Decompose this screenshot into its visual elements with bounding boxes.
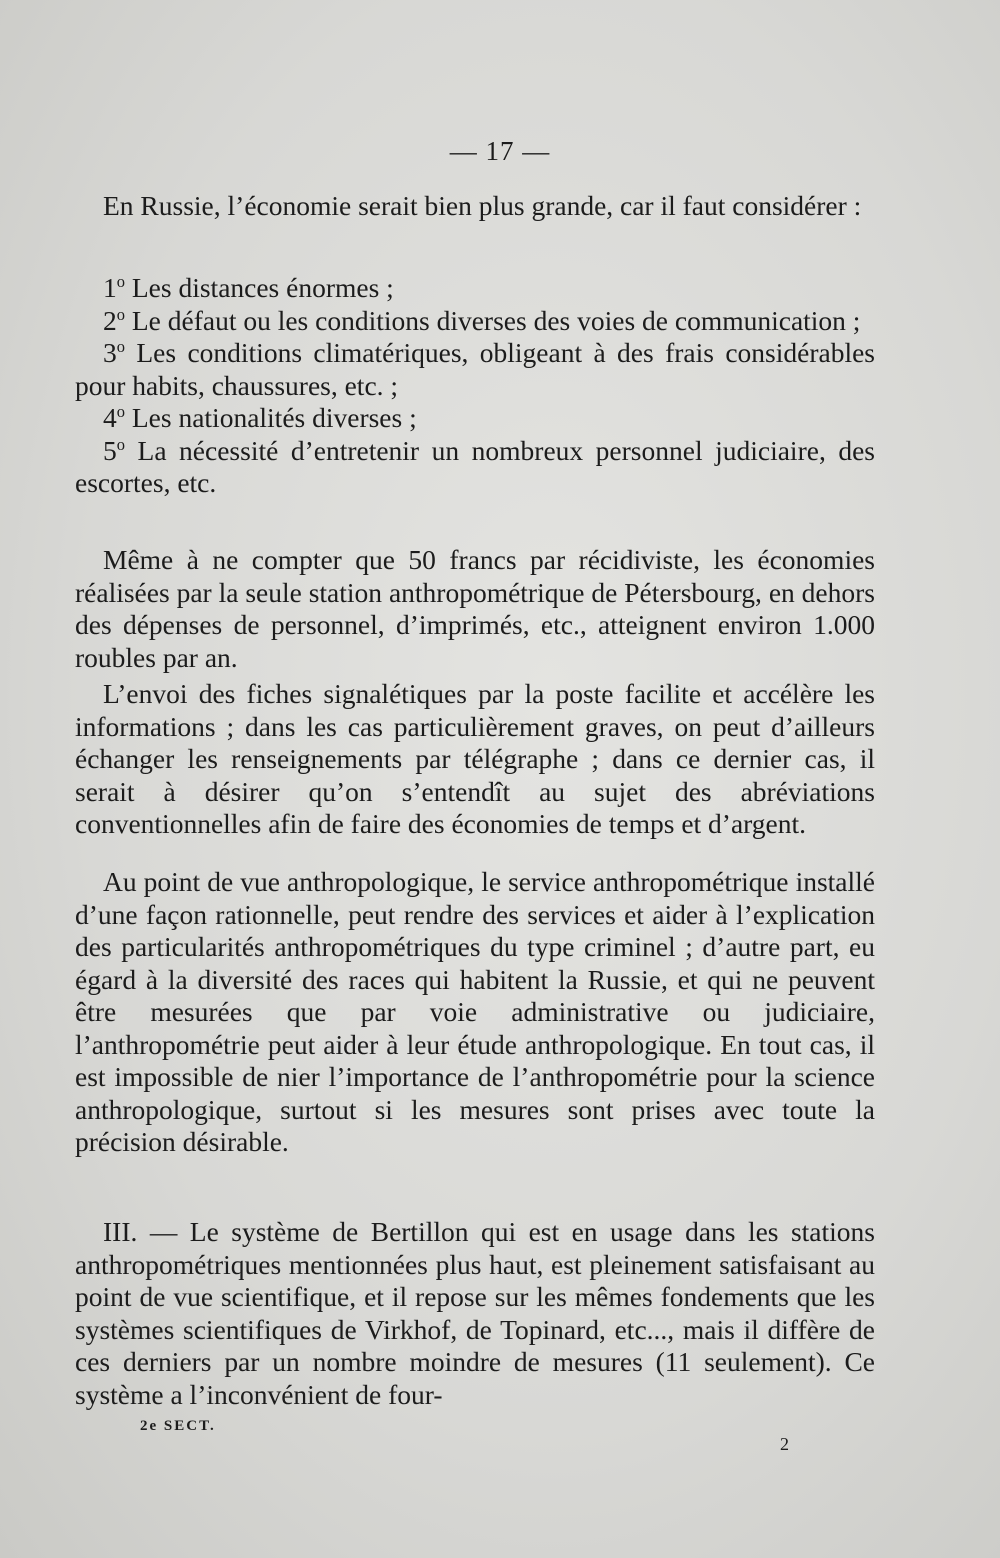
footer-signature-mark: 2 [780, 1434, 789, 1454]
page-number: — 17 — [449, 136, 551, 166]
list-item: 2$^o$ Le défaut ou les conditions diverses des voies de communication ; [103, 304, 861, 336]
paragraph-envoi: L’envoi des fiches signalétiques par la poste facilite et accélère les informations ; dans les cas particulièrement graves, on peut d’ailleurs échanger les renseignements par télégraphe ; dans ce dernier cas, il serait à désirer qu’on s’entendît au sujet des abréviations conventionnelles afin de faire des économies de temps et d’argent. [75, 678, 875, 839]
paragraph-economie: Même à ne compter que 50 francs par récidiviste, les économies réalisées par la seule station anthropométrique de Pétersbourg, en dehors des dépenses de personnel, d’imprimés, etc., atteignent environ 1.000 roubles par an. [75, 544, 875, 673]
footer-section-mark: 2e SECT. [140, 1418, 216, 1434]
list-item: 1$^o$ Les distances énormes ; [103, 271, 394, 303]
enumerated-list [75, 272, 875, 500]
intro-text: En Russie, l’économie serait bien plus grande, car il faut considérer : [103, 190, 862, 221]
list-item: 4$^o$ Les nationalités diverses ; [103, 401, 417, 433]
list-item: 5$^o$ La nécessité d’entretenir un nombreux personnel judiciaire, des escortes, etc. [75, 434, 875, 498]
paragraph-anthropologie: Au point de vue anthropologique, le service anthropométrique installé d’une façon rationnelle, peut rendre des services et aider à l’explication des particularités anthropométriques du type criminel ; d’autre part, eu égard à la diversité des races qui habitent la Russie, et qui ne peuvent être mesurées que par voie administrative ou judiciaire, l’anthropométrie peut aider à leur étude anthropologique. En tout cas, il est impossible de nier l’importance de l’anthropométrie pour la science anthropologique, surtout si les mesures sont prises avec toute la précision désirable. [75, 866, 875, 1157]
paragraph-bertillon: III. — Le système de Bertillon qui est en usage dans les stations anthropométriques mentionnées plus haut, est pleinement satisfaisant au point de vue scientifique, et il repose sur les mêmes fondements que les systèmes scientifiques de Virkhof, de Topinard, etc..., mais il diffère de ces derniers par un nombre moindre de mesures (11 seulement). Ce système a l’inconvénient de four- [75, 1216, 875, 1410]
list-item: 3$^o$ Les conditions climatériques, obligeant à des frais considérables pour habits, chaussures, etc. ; [75, 336, 875, 401]
intro-paragraph [75, 190, 875, 223]
